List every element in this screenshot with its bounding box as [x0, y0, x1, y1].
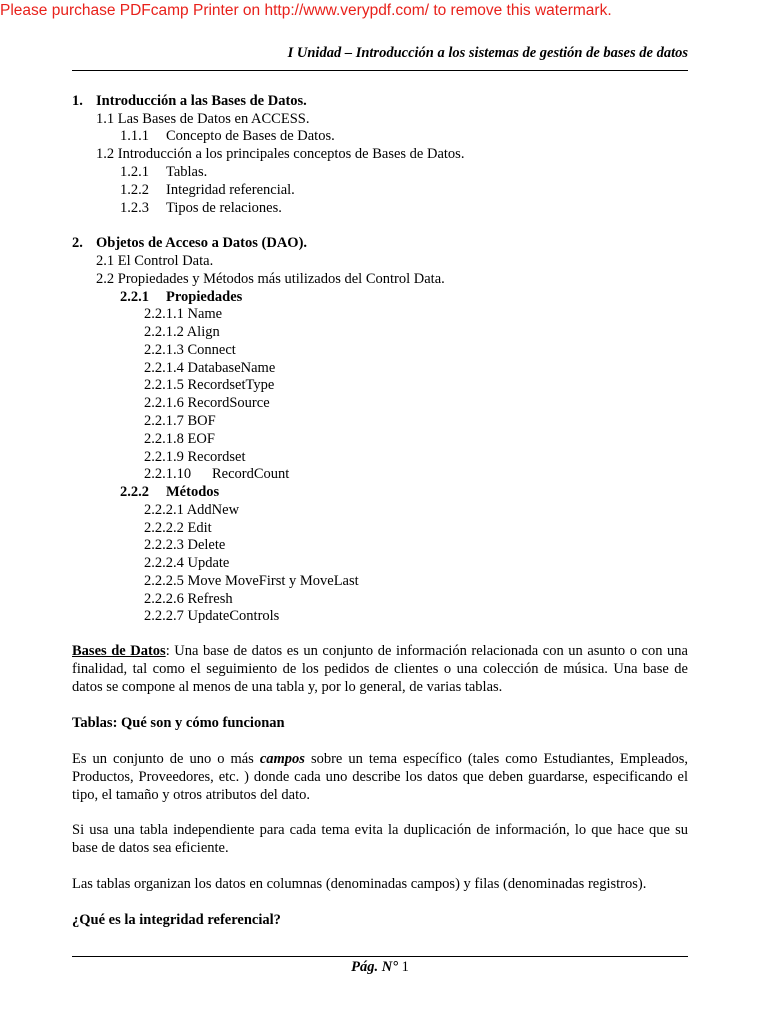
header-rule	[72, 70, 688, 71]
toc-item-text: RecordsetType	[187, 377, 275, 393]
toc-item-text: Recordset	[187, 449, 246, 465]
toc-item	[144, 323, 220, 341]
toc-item	[144, 590, 233, 608]
toc-item-number: 1.	[72, 93, 83, 109]
toc-item-text: Tablas.	[166, 164, 208, 180]
toc-item-number: 2.2.2.1	[144, 502, 184, 518]
toc-item-text: DatabaseName	[187, 360, 276, 376]
watermark-text: Please purchase PDFcamp Printer on http://www.verypdf.com/ to remove this watermark.	[0, 2, 612, 19]
toc-item-number: 2.2.1	[120, 289, 149, 305]
toc-item	[144, 430, 215, 448]
tablas-paragraph-2: Si usa una tabla independiente para cada tema evita la duplicación de información, lo que hace que su base de datos sea eficiente.	[72, 822, 688, 856]
tablas-p1-end: sobre un tema específico (tales como Estudiantes, Empleados, Productos, Proveedores, etc. ) donde cada uno describe los datos que deben guardarse, especificando el tipo, el tamaño y otros atributos del dato.	[72, 751, 688, 803]
toc-item	[144, 554, 229, 572]
toc-item-number: 2.2.1.8	[144, 431, 184, 447]
page-header: I Unidad – Introducción a los sistemas de gestión de bases de datos	[287, 45, 688, 61]
toc-item	[120, 127, 335, 145]
toc-item-number: 1.2	[96, 146, 115, 162]
toc-item-number: 2.	[72, 235, 83, 251]
toc-item-number: 2.1	[96, 253, 115, 269]
toc-item-text: El Control Data.	[117, 253, 214, 269]
toc-item-number: 2.2.1.6	[144, 395, 184, 411]
toc-item	[144, 359, 275, 377]
toc-item	[120, 483, 219, 501]
toc-item-number: 2.2.1.10	[144, 466, 192, 482]
toc-item	[144, 501, 239, 519]
toc-item	[144, 412, 216, 430]
campos-term: campos	[259, 751, 305, 767]
bases-de-datos-definition: : Una base de datos es un conjunto de información relacionada con un asunto o con una finalidad, tal como el seguimiento de los pedidos de clientes o una colección de música. Una base de datos se compone al menos de una tabla y, por lo general, de varias tablas.	[72, 643, 688, 695]
toc-item	[72, 234, 307, 252]
toc-item-text: Name	[187, 306, 223, 322]
toc-item-text: EOF	[187, 431, 215, 447]
toc-item-text: RecordCount	[212, 466, 290, 482]
toc-item	[96, 145, 464, 163]
toc-item	[96, 270, 445, 288]
toc-item-text: Concepto de Bases de Datos.	[166, 128, 335, 144]
toc-item-number: 2.2.1.1	[144, 306, 184, 322]
toc-item-number: 1.1	[96, 111, 115, 127]
toc-item-text: Integridad referencial.	[166, 182, 295, 198]
toc-item	[144, 341, 236, 359]
toc-item-text: Introducción a las Bases de Datos.	[96, 93, 307, 109]
toc-item-text: Edit	[187, 520, 212, 536]
toc-item-text: Las Bases de Datos en ACCESS.	[117, 111, 310, 127]
toc-item-text: Refresh	[187, 591, 233, 607]
toc-item	[144, 519, 212, 537]
toc-item	[144, 394, 270, 412]
toc-item	[144, 536, 225, 554]
tablas-paragraph-1	[72, 750, 688, 804]
page-footer	[72, 959, 688, 976]
toc-item	[144, 607, 279, 625]
toc-item	[144, 465, 289, 483]
toc-item-number: 1.1.1	[120, 128, 149, 144]
toc-item	[144, 448, 245, 466]
toc-item	[144, 376, 274, 394]
bases-de-datos-term: Bases de Datos	[72, 643, 166, 659]
toc-item-number: 2.2.1.7	[144, 413, 184, 429]
toc-item-text: Delete	[187, 537, 226, 553]
toc-item-text: Move MoveFirst y MoveLast	[187, 573, 359, 589]
toc-item-number: 2.2.1.3	[144, 342, 184, 358]
toc-item-text: UpdateControls	[187, 608, 280, 624]
toc-item	[96, 252, 213, 270]
toc-item-number: 2.2.1.5	[144, 377, 184, 393]
toc-item-text: Introducción a los principales conceptos de Bases de Datos.	[117, 146, 465, 162]
page-label: Pág. N°	[351, 959, 398, 975]
toc-item-text: Connect	[187, 342, 236, 358]
toc-item	[96, 110, 309, 128]
toc-item-text: Métodos	[166, 484, 220, 500]
page-number: 1	[401, 959, 409, 975]
toc-item-number: 2.2.2	[120, 484, 149, 500]
toc-item	[120, 181, 295, 199]
toc-item-number: 2.2.2.2	[144, 520, 184, 536]
integridad-heading: ¿Qué es la integridad referencial?	[72, 912, 281, 928]
toc-item-number: 2.2.2.6	[144, 591, 184, 607]
toc-item-text: Align	[186, 324, 220, 340]
toc-item-number: 2.2	[96, 271, 115, 287]
tablas-paragraph-3: Las tablas organizan los datos en columnas (denominadas campos) y filas (denominadas registros).	[72, 876, 647, 892]
tablas-heading: Tablas: Qué son y cómo funcionan	[72, 715, 285, 731]
toc-item-text: Objetos de Acceso a Datos (DAO).	[96, 235, 308, 251]
toc-item-number: 2.2.1.4	[144, 360, 184, 376]
toc-item-text: AddNew	[186, 502, 240, 518]
toc-item	[72, 92, 307, 110]
tablas-p1-start: Es un conjunto de uno o más	[72, 751, 260, 767]
toc-item-text: Propiedades	[166, 289, 243, 305]
toc-item-number: 1.2.2	[120, 182, 149, 198]
toc-item-number: 2.2.1.9	[144, 449, 184, 465]
toc-item	[144, 305, 222, 323]
toc-item-text: BOF	[187, 413, 216, 429]
toc-item-number: 2.2.2.5	[144, 573, 184, 589]
toc-item-text: RecordSource	[187, 395, 270, 411]
toc-item	[120, 163, 207, 181]
footer-rule	[72, 956, 688, 957]
toc-item-number: 2.2.1.2	[144, 324, 184, 340]
toc-item-number: 2.2.2.3	[144, 537, 184, 553]
toc-item	[120, 288, 242, 306]
bases-de-datos-paragraph	[72, 642, 688, 696]
toc-item-number: 1.2.3	[120, 200, 149, 216]
toc-item-text: Tipos de relaciones.	[166, 200, 282, 216]
toc-item-number: 1.2.1	[120, 164, 149, 180]
toc-item-text: Update	[187, 555, 230, 571]
toc-item-number: 2.2.2.4	[144, 555, 184, 571]
toc-item	[144, 572, 359, 590]
toc-item-number: 2.2.2.7	[144, 608, 184, 624]
toc-item-text: Propiedades y Métodos más utilizados del Control Data.	[117, 271, 445, 287]
toc-item	[120, 199, 282, 217]
